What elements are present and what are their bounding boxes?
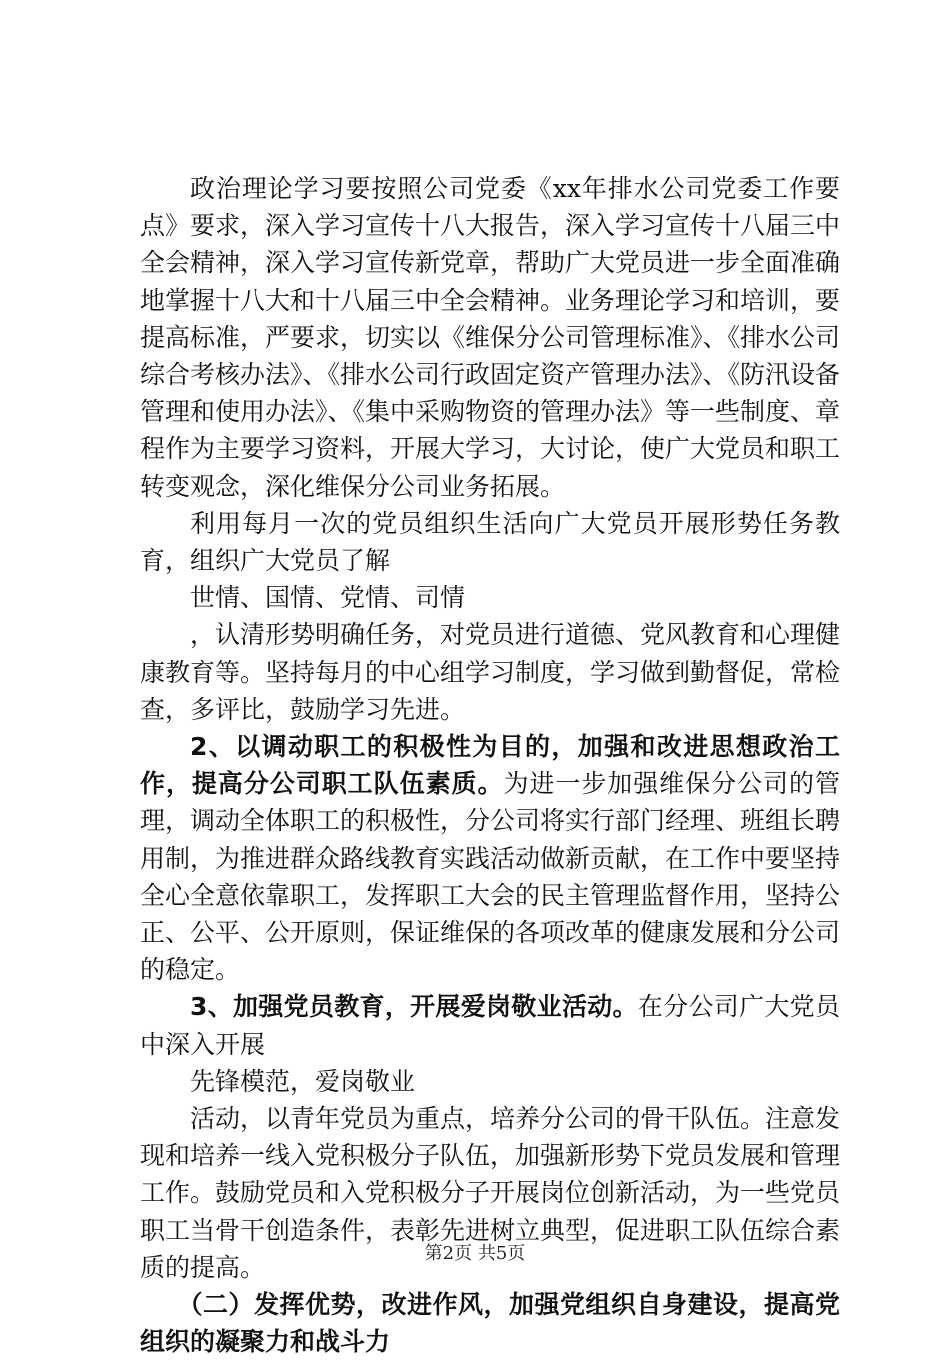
paragraph-text: 利用每月一次的党员组织生活向广大党员开展形势任务教育，组织广大党员了解	[140, 508, 840, 576]
paragraph-text: 世情、国情、党情、司情	[190, 583, 466, 613]
paragraph-text: 先锋模范，爱岗敬业	[190, 1066, 416, 1096]
paragraph-four-situations	[140, 579, 840, 616]
paragraph-monthly-activity	[140, 505, 840, 579]
paragraph-text: 为进一步加强维保分公司的管理，调动全体职工的积极性，分公司将实行部门经理、班组长聘用制，为推进群众路线教育实践活动做新贡献，在工作中要坚持全心全意依靠职工，发挥职工大会的民主管理监督作用，坚持公正、公平、公开原则，保证维保的各项改革的健康发展和分公司的稳定。	[140, 769, 841, 985]
paragraph-text: 在分公司广大党员中深入开展	[140, 992, 840, 1059]
page-footer	[0, 1242, 950, 1266]
document-body	[140, 170, 840, 1361]
paragraph-item-3	[140, 988, 840, 1062]
section-heading-text: （二）发挥优势，改进作风，加强党组织自身建设，提高党组织的凝聚力和战斗力	[140, 1290, 840, 1357]
paragraph-text: 活动，以青年党员为重点，培养分公司的骨干队伍。注意发现和培养一线入党积极分子队伍，加强新形势下党员发展和管理工作。鼓励党员和入党积极分子开展岗位创新活动，为一些党员职工当骨干创造条件，表彰先进树立典型，促进职工队伍综合素质的提高。	[140, 1104, 841, 1282]
section-heading-2	[140, 1286, 840, 1360]
paragraph-study-requirements	[140, 170, 840, 505]
page-number: 第2页 共5页	[424, 1243, 526, 1264]
item-heading: 2、以调动职工的积极性为目的，加强和改进思想政治工作，提高分公司职工队伍素质。	[140, 732, 840, 799]
paragraph-education-content	[140, 616, 840, 728]
item-heading: 3、加强党员教育，开展爱岗敬业活动。	[190, 992, 638, 1022]
paragraph-text: ，认清形势明确任务，对党员进行道德、党风教育和心理健康教育等。坚持每月的中心组学习制度，学习做到勤督促，常检查，多评比，鼓励学习先进。	[140, 620, 841, 724]
paragraph-pioneer-model	[140, 1063, 840, 1100]
paragraph-item-2	[140, 728, 840, 988]
paragraph-text: 政治理论学习要按照公司党委《xx年排水公司党委工作要点》要求，深入学习宣传十八大报告，深入学习宣传十八届三中全会精神，深入学习宣传新党章，帮助广大党员进一步全面准确地掌握十八大和十八届三中全会精神。业务理论学习和培训，要提高标准，严要求，切实以《维保分公司管理标准》、《排水公司综合考核办法》、《排水公司行政固定资产管理办法》、《防汛设备管理和使用办法》、《集中采购物资的管理办法》等一些制度、章程作为主要学习资料，开展大学习，大讨论，使广大党员和职工转变观念，深化维保分公司业务拓展。	[140, 174, 841, 501]
